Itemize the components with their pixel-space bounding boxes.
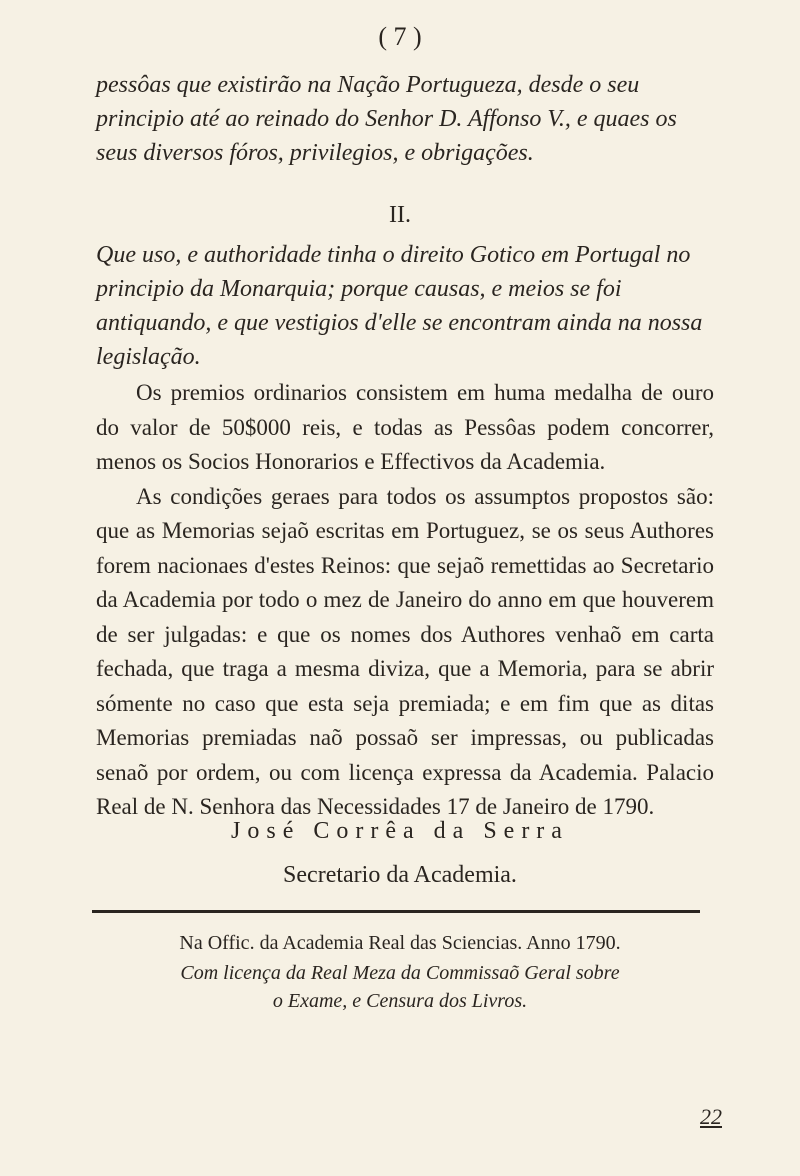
page-number: ( 7 ) [378,22,422,51]
imprint-line-3: o Exame, e Censura dos Livros. [272,990,528,1012]
paragraph-prizes: Os premios ordinarios consistem em huma medalha de ouro do valor de 50$000 reis, e todas as Pessôas podem concorrer, menos os Socios Honorarios e Effectivos da Academia. [96,380,714,474]
question-text: Que uso, e authoridade tinha o direito Gotico em Portugal no principio da Monarquia; porque causas, e meios se foi antiquando, e que vestigios d'elle se encontram ainda na nossa legislação. [96,242,703,370]
divider-rule [92,910,700,913]
signature-name: José Corrêa da Serra [231,818,569,844]
paragraph-conditions: As condições geraes para todos os assumptos propostos são: que as Memorias sejaõ escritas em Portuguez, se os seus Authores forem nacionaes d'estes Reinos: que sejaõ remettidas ao Secretario da Academia por todo o mez de Janeiro do anno em que houverem de ser julgadas: e que os nomes dos Authores venhaõ em carta fechada, que traga a mesma diviza, que a Memoria, para se abrir sómente no caso que esta seja premiada; e em fim que as ditas Memorias premiadas naõ possaõ ser impressas, ou publicadas senaõ por ordem, ou com licença expressa da Academia. Palacio Real de N. Senhora das Necessidades 17 de Janeiro de 1790. [96,483,714,819]
catalog-mark: 22 [700,1104,722,1129]
intro-text: pessôas que existirão na Nação Portugueza, desde o seu principio até ao reinado do Senhor D. Affonso V., e quaes os seus diversos fóros, privilegios, e obrigações. [96,72,677,166]
imprint-line-1: Na Offic. da Academia Real das Sciencias. Anno 1790. [179,932,621,954]
imprint-line-2: Com licença da Real Meza da Commissaõ Geral sobre [180,962,620,984]
signature-title: Secretario da Academia. [283,862,517,888]
section-number: II. [389,202,411,228]
body-text [96,376,714,825]
